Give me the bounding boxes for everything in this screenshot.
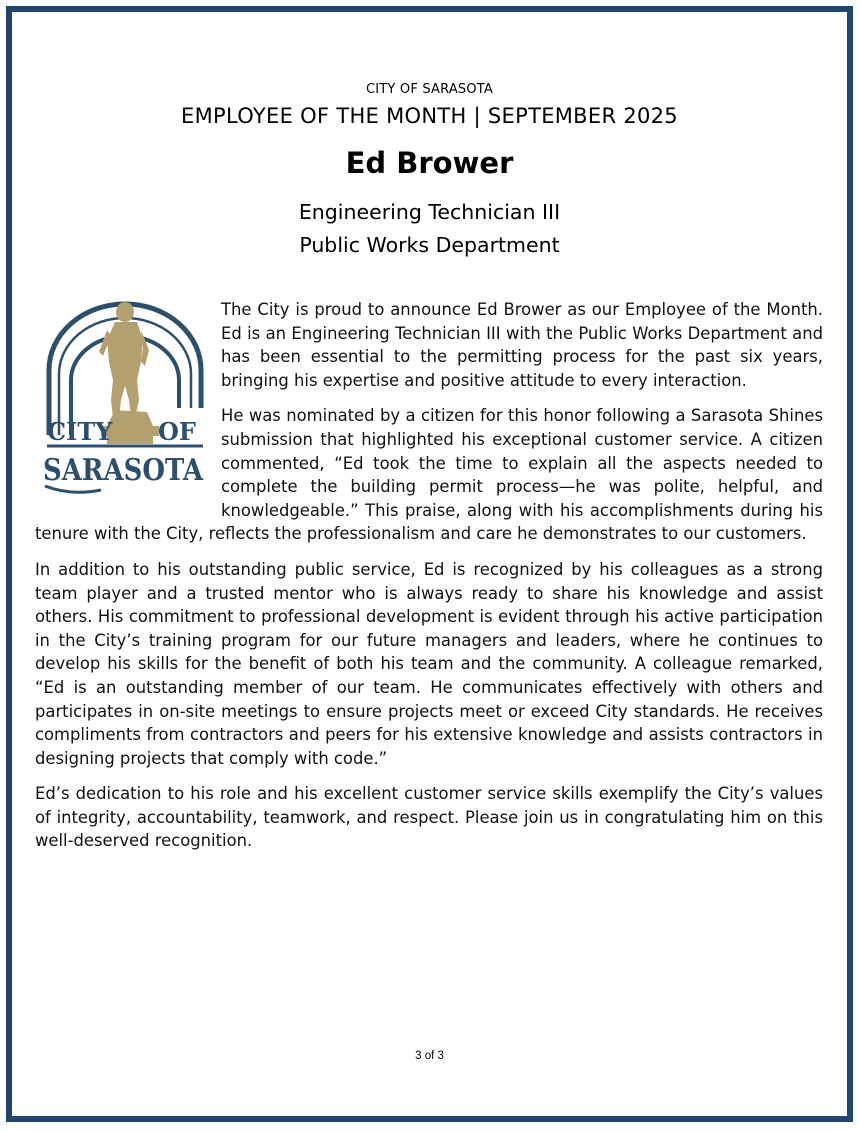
article-body <box>35 298 823 865</box>
employee-name: Ed Brower <box>345 146 514 180</box>
organization-name: CITY OF SARASOTA <box>365 82 494 97</box>
paragraph-2: He was nominated by a citizen for this honor following a Sarasota Shines submission that highlighted his exceptional customer service. A citizen commented, “Ed took the time to explain all the aspects needed to complete the building permit process—he was polite, helpful, and knowledgeable.” This praise, along with his accomplishments during his tenure with the City, reflects the professionalism and care he demonstrates to our customers. <box>35 406 823 544</box>
page-number: 3 of 3 <box>415 1050 444 1062</box>
paragraph-4: Ed’s dedication to his role and his excellent customer service skills exemplify the City’s values of integrity, accountability, teamwork, and respect. Please join us in congratulating him on this well-deserved recognition. <box>35 784 823 851</box>
seal-city-text: CITY <box>47 417 113 446</box>
paragraph-3: In addition to his outstanding public service, Ed is recognized by his colleagues as a strong team player and a trusted mentor who is always ready to share his knowledge and assist others. His commitment to professional development is evident through his active participation in the City’s training program for our future managers and leaders, where he continues to develop his skills for the benefit of both his team and the community. A colleague remarked, “Ed is an outstanding member of our team. He communicates effectively with others and participates in on-site meetings to ensure projects meet or exceed City standards. He receives compliments from contractors and peers for his extensive knowledge and assists contractors in designing projects that comply with code.” <box>35 559 823 768</box>
document-title: EMPLOYEE OF THE MONTH | SEPTEMBER 2025 <box>181 104 678 128</box>
employee-role: Engineering Technician III <box>298 200 561 224</box>
seal-sarasota-text: SARASOTA <box>43 453 204 488</box>
city-of-sarasota-seal-icon <box>41 300 209 498</box>
paragraph-1: The City is proud to announce Ed Brower as our Employee of the Month. Ed is an Engineering Technician III with the Public Works Department and has been essential to the permitting process for the past six years, bringing his expertise and positive attitude to every interaction. <box>221 300 823 390</box>
employee-department: Public Works Department <box>299 233 560 257</box>
seal-of-text: OF <box>158 417 196 446</box>
